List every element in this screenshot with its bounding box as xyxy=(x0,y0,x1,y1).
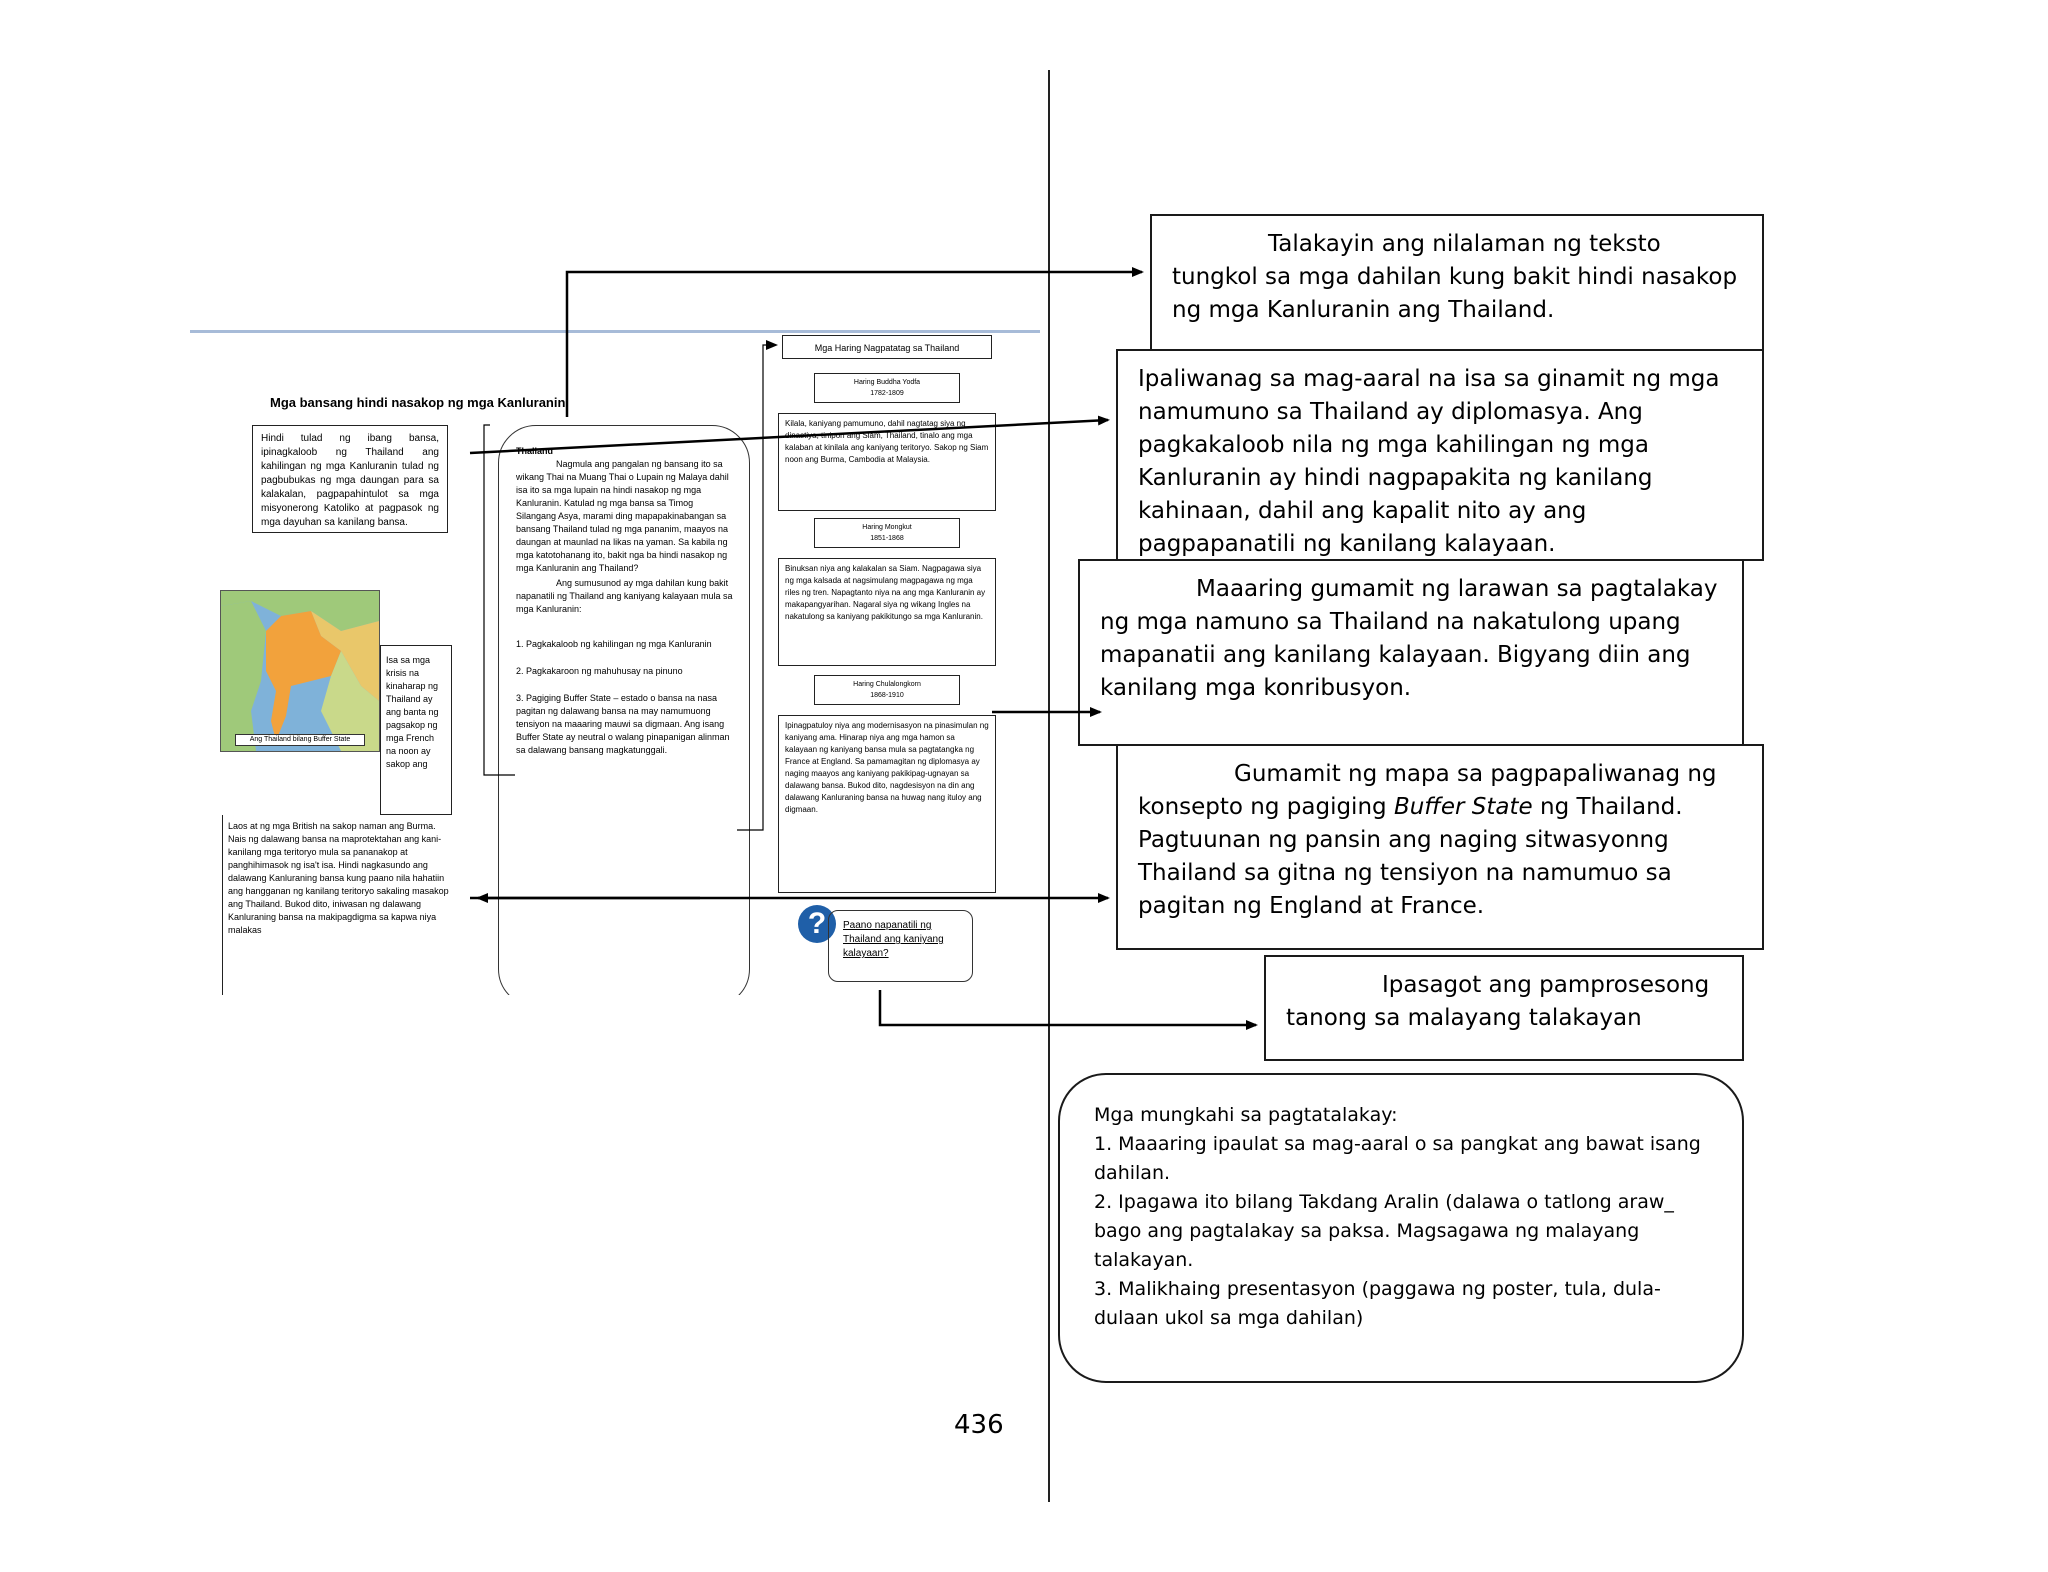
map-graphic xyxy=(221,591,379,751)
king3-label xyxy=(814,675,960,705)
page-number: 436 xyxy=(954,1410,1004,1440)
map-bottom-text: Laos at ng mga British na sakop naman ang Burma. Nais ng dalawang bansa na maprotektahan ang kani-kanilang mga teritoryo mula sa pananakop at panghihimasok ng isa't isa. Hindi nagkasundo ang dalawang Kanluraning bansa kung paano nila hahatiin ang hangganan ng kanilang teritoryo sakaling masakop ang Thailand. Bukod dito, iniwasan ng dalawang Kanluraning bansa na makipagdigma sa kapwa niya malakas xyxy=(228,821,449,935)
question-mark: ? xyxy=(807,907,827,940)
note-4-part-a: Gumamit ng mapa sa pagpapaliwanag ng konsepto ng pagiging xyxy=(1138,761,1717,820)
note-5-text: Ipasagot ang pamprosesong tanong sa malayang talakayan xyxy=(1286,972,1710,1031)
suggestion-3: 3. Malikhaing presentasyon (paggawa ng poster, tula, dula-dulaan ukol sa mga dahilan) xyxy=(1094,1278,1661,1329)
top-rule xyxy=(190,330,1040,333)
center-text xyxy=(516,445,734,757)
arrow-to-note-5 xyxy=(880,990,1256,1025)
king2-box xyxy=(778,558,996,666)
king3-box xyxy=(778,715,996,893)
note-4-emphasis: Buffer State xyxy=(1393,794,1533,820)
map-caption: Ang Thailand bilang Buffer State xyxy=(235,734,365,746)
reason-3: 3. Pagiging Buffer State – estado o bansa na nasa pagitan ng dalawang bansa na may namumuong tensiyon na maaaring mauwi sa digmaan. Ang isang Buffer State ay neutral o walang pinapanigan alinman sa dalawang bansang magkatunggali. xyxy=(516,693,730,755)
map-side-text: Isa sa mga krisis na kinaharap ng Thailand ay ang banta ng pagsakop ng mga French na noon ay sakop ang xyxy=(386,655,439,769)
thailand-map xyxy=(220,590,380,752)
note-box-1 xyxy=(1150,214,1764,354)
king1-name: Haring Buddha Yodfa xyxy=(853,379,921,386)
note-2-text: Ipaliwanag sa mag-aaral na isa sa ginamit ng mga namumuno sa Thailand ay diplomasya. Ang pagkakaloob nila ng mga kahilingan ng mga Kanluranin ay hindi nagpapakita ng kanilang kahinaan, dahil ang kapalit nito ay ang pagpapanatili ng kanilang kalayaan. xyxy=(1138,366,1720,557)
note-3-text: Maaaring gumamit ng larawan sa pagtalakay ng mga namuno sa Thailand na nakatulong upang mapanatii ang kanilang kalayaan. Bigyang diin ang kanilang mga konribusyon. xyxy=(1100,576,1718,701)
king1-box xyxy=(778,413,996,511)
king1-years: 1782-1809 xyxy=(870,390,904,397)
note-box-4 xyxy=(1116,744,1764,950)
note-1-text: Talakayin ang nilalaman ng teksto tungkol sa mga dahilan kung bakit hindi nasakop ng mga Kanluranin ang Thailand. xyxy=(1172,231,1738,323)
kings-title-box xyxy=(782,335,992,359)
note-box-3 xyxy=(1078,559,1744,746)
king1-label xyxy=(814,373,960,403)
center-paragraph-1: Nagmula ang pangalan ng bansang ito sa wikang Thai na Muang Thai o Lupain ng Malaya dahil isa ito sa mga lupain na hindi nasakop ng mga Kanluranin. Katulad ng mga bansa sa Timog Silangang Asya, marami ding mapapakinabangan sa bansang Thailand tulad ng mga pananim, maayos na daungan at maunlad na likas na yaman. Sa kabila ng mga katotohanang ito, bakit nga ba hindi nasakop ng mga Kanluranin ang Thailand? xyxy=(516,459,729,573)
suggestion-2: 2. Ipagawa ito bilang Takdang Aralin (dalawa o tatlong araw_ bago ang pagtalakay sa paksa. Magsagawa ng malayang talakayan. xyxy=(1094,1191,1674,1271)
suggestions-box xyxy=(1058,1073,1744,1383)
reason-2: 2. Pagkakaroon ng mahuhusay na pinuno xyxy=(516,666,683,676)
king3-name: Haring Chulalongkorn xyxy=(853,681,921,688)
intro-text: Hindi tulad ng ibang bansa, ipinagkaloob ng Thailand ang kahilingan ng mga Kanluranin tulad ng pagbubukas ng mga daungan para sa kalakalan, pagpapahintulot sa mga misyonerong Katoliko at pagpasok ng mga dayuhan sa kanilang bansa. xyxy=(261,433,439,528)
section-title: Mga bansang hindi nasakop ng mga Kanluranin xyxy=(270,395,566,410)
suggestion-1: 1. Maaaring ipaulat sa mag-aaral o sa pangkat ang bawat isang dahilan. xyxy=(1094,1133,1701,1184)
king2-name: Haring Mongkut xyxy=(862,524,912,531)
suggestions-heading: Mga mungkahi sa pagtatalakay: xyxy=(1094,1104,1398,1126)
king2-text: Binuksan niya ang kalakalan sa Siam. Nagpagawa siya ng mga kalsada at nagsimulang magpagawa ng mga riles ng tren. Napagtanto niya na ang mga Kanluranin ay makapangyarihan. Nagaral siya ng wikang Ingles na nakatulong sa kaniyang pakikitungo sa mga Kanluranin. xyxy=(785,564,986,621)
king3-text: Ipinagpatuloy niya ang modernisasyon na pinasimulan ng kaniyang ama. Hinarap niya ang mga hamon sa kalayaan ng kaniyang bansa mula sa pagtatangka ng France at England. Sa pamamagitan ng diplomasya ay naging maayos ang kaniyang pakikipag-ugnayan sa dalawang bansa. Bukod dito, nagdesisyon na din ang dalawang Kanluraning bansa na huwag nang ituloy ang digmaan. xyxy=(785,721,989,814)
reason-1: 1. Pagkakaloob ng kahilingan ng mga Kanluranin xyxy=(516,639,712,649)
question-callout xyxy=(828,910,973,982)
kings-title: Mga Haring Nagpatatag sa Thailand xyxy=(814,343,960,353)
king1-text: Kilala, kaniyang pamumuno, dahil nagtatag siya ng dinastiya, tinipon ang Siam, Thailand, tinalo ang mga kalaban at kinilala ang kaniyang teritoryo. Sakop ng Siam noon ang Burma, Cambodia at Malaysia. xyxy=(785,419,989,464)
center-heading: Thailand xyxy=(516,446,554,456)
map-text-border-left xyxy=(222,815,223,995)
note-4-text xyxy=(1138,758,1742,923)
intro-box xyxy=(252,425,448,533)
note-4-part-b: ng Thailand. Pagtuunan ng pansin ang naging sitwasyonng Thailand sa gitna ng tensiyon na namumuo sa pagitan ng England at France. xyxy=(1138,794,1683,919)
note-box-5 xyxy=(1264,955,1744,1061)
king2-years: 1851-1868 xyxy=(870,535,904,542)
center-paragraph-2: Ang sumusunod ay mga dahilan kung bakit napanatili ng Thailand ang kaniyang kalayaan mula sa mga Kanluranin: xyxy=(516,578,733,614)
textbook-excerpt xyxy=(190,325,1040,995)
king2-label xyxy=(814,518,960,548)
map-side-box xyxy=(380,645,452,815)
question-text: Paano napanatili ng Thailand ang kaniyang kalayaan? xyxy=(843,920,944,959)
page-divider xyxy=(1048,70,1050,1502)
note-box-2 xyxy=(1116,349,1764,561)
king3-years: 1868-1910 xyxy=(870,692,904,699)
